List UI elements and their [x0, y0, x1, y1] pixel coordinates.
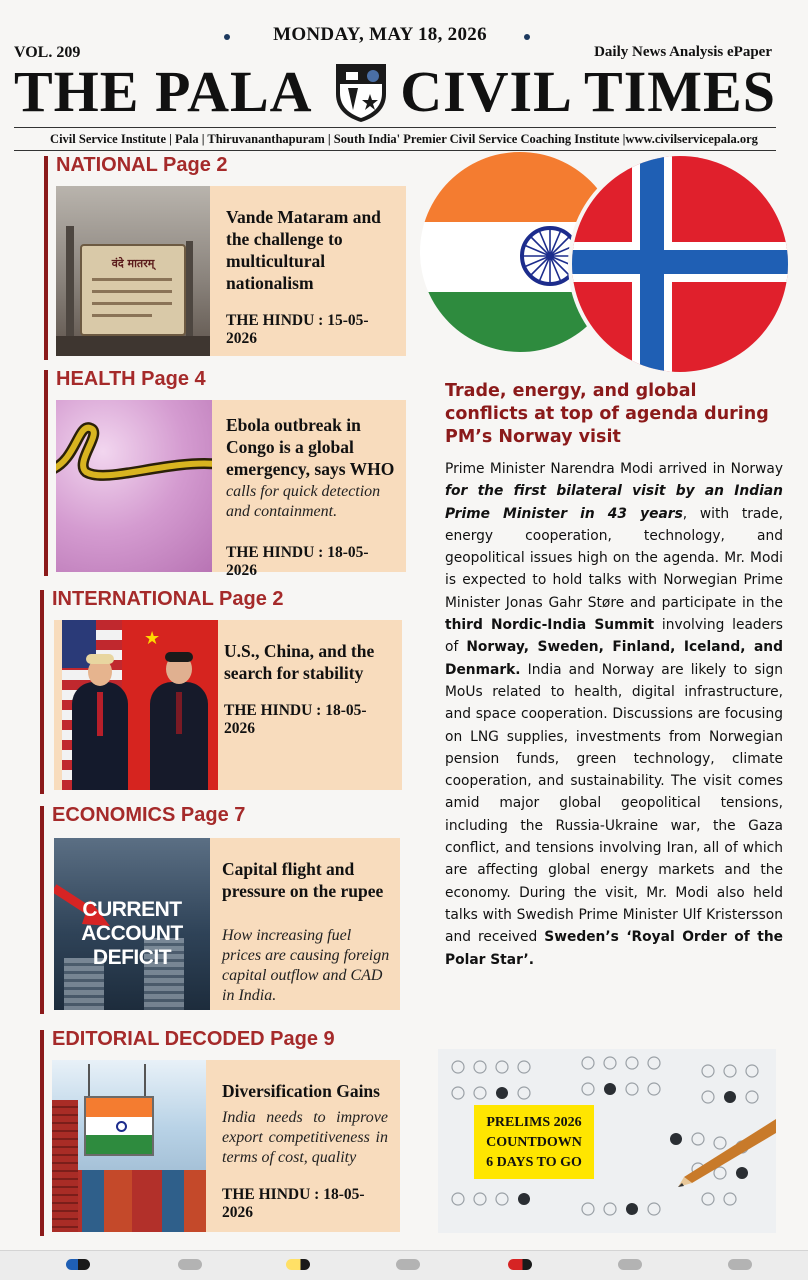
- article-emphasis: for the first bilateral visit by an Indian Prime Minister in 43 years: [445, 483, 783, 522]
- section-economics: [40, 806, 406, 1014]
- footer-indicator: [286, 1259, 310, 1270]
- article-body: [445, 458, 783, 971]
- story-text: [226, 414, 398, 580]
- story-card[interactable]: [54, 620, 402, 790]
- section-national: [44, 156, 406, 360]
- shipping-container-image: [52, 1060, 206, 1232]
- story-source: THE HINDU : 18-05-2026: [226, 544, 369, 579]
- current-account-deficit-image: [54, 838, 210, 1010]
- section-health: [44, 368, 406, 579]
- story-text: [222, 858, 394, 1006]
- story-headline: Diversification Gains: [222, 1081, 380, 1101]
- section-bar: [44, 156, 48, 360]
- countdown-line-1: PRELIMS 2026: [486, 1115, 582, 1130]
- section-title: ECONOMICS Page 7: [52, 804, 246, 826]
- footer-indicator: [396, 1259, 420, 1270]
- section-title: HEALTH Page 4: [56, 368, 206, 390]
- leaders-meeting-image: ★: [62, 620, 218, 790]
- section-bar: [40, 590, 44, 794]
- header-rule-top: [14, 127, 776, 128]
- india-container-image: [84, 1096, 154, 1156]
- prelims-countdown-banner[interactable]: [438, 1049, 776, 1233]
- footer-indicator: [508, 1259, 532, 1270]
- story-text: [222, 1080, 388, 1222]
- footer-indicator: [618, 1259, 642, 1270]
- footer-indicator: [178, 1259, 202, 1270]
- cad-line-2: ACCOUNT: [81, 922, 183, 945]
- story-summary: calls for quick detection and containment.: [226, 483, 381, 520]
- institute-tagline: Civil Service Institute | Pala | Thiruvananthapuram | South India' Premier Civil Service Coaching Institute |www.civilservicepala.org: [50, 132, 758, 146]
- section-editorial: [40, 1030, 406, 1236]
- section-title: EDITORIAL DECODED Page 9: [52, 1028, 335, 1050]
- header-rule-bottom: [14, 150, 776, 151]
- cad-line-3: DEFICIT: [92, 946, 172, 969]
- volume-number: VOL. 209: [14, 44, 81, 61]
- epaper-label: Daily News Analysis ePaper: [594, 44, 772, 60]
- story-text: [226, 206, 398, 348]
- article-emphasis: Sweden’s ‘Royal Order of the Polar Star’.: [445, 929, 783, 968]
- story-source: THE HINDU : 18-05-2026: [222, 1186, 365, 1221]
- article-emphasis: Norway, Sweden, Finland, Iceland, and Denmark.: [445, 639, 783, 678]
- institute-crest-icon: [330, 60, 392, 124]
- story-headline: U.S., China, and the search for stability: [224, 641, 375, 683]
- cad-line-1: CURRENT: [82, 898, 182, 921]
- page-footer-strip: [0, 1250, 808, 1280]
- story-summary: India needs to improve export competitiveness in terms of cost, quality: [222, 1109, 388, 1166]
- story-source: THE HINDU : 18-05-2026: [224, 702, 367, 737]
- story-card[interactable]: [52, 1060, 400, 1232]
- vande-mataram-text: वंदे मातरम्: [111, 257, 155, 270]
- story-card[interactable]: [56, 400, 406, 579]
- article-title: Trade, energy, and global conflicts at top of agenda during PM’s Norway visit: [445, 381, 769, 447]
- virus-strand-icon: [56, 400, 212, 572]
- story-card[interactable]: [56, 186, 406, 356]
- masthead: [14, 60, 776, 124]
- section-bar: [44, 370, 48, 576]
- countdown-label: [474, 1105, 594, 1179]
- article-text: , with trade, energy cooperation, technology, and geopolitical issues high on the agenda. Mr. Modi is expected to hold talks with Norwegian Prime Minister Jonas Gahr Støre and participate in the: [445, 505, 783, 611]
- article-text: involving leaders of: [445, 617, 783, 656]
- masthead-title-right: CIVIL TIMES: [400, 59, 776, 124]
- article-emphasis: third Nordic-India Summit: [445, 617, 655, 634]
- section-title: INTERNATIONAL Page 2: [52, 588, 284, 610]
- countdown-line-3: 6 DAYS TO GO: [486, 1155, 582, 1170]
- issue-date: MONDAY, MAY 18, 2026: [273, 24, 487, 45]
- section-title: NATIONAL Page 2: [56, 154, 228, 176]
- footer-indicator: [66, 1259, 90, 1270]
- vande-mataram-image: [56, 186, 210, 356]
- footer-indicator: [728, 1259, 752, 1270]
- story-text: [224, 640, 396, 738]
- story-headline: Capital flight and pressure on the rupee: [222, 859, 384, 901]
- story-source: THE HINDU : 15-05-2026: [226, 312, 369, 347]
- story-headline: Ebola outbreak in Congo is a global emergency, says WHO: [226, 415, 395, 479]
- story-summary: How increasing fuel prices are causing foreign capital outflow and CAD in India.: [222, 927, 390, 1004]
- countdown-line-2: COUNTDOWN: [486, 1135, 582, 1150]
- section-bar: [40, 1030, 44, 1236]
- section-international: [40, 590, 406, 794]
- ebola-virus-image: [56, 400, 212, 572]
- article-text: Prime Minister Narendra Modi arrived in Norway: [445, 461, 783, 477]
- article-text: India and Norway are likely to sign MoUs related to health, digital infrastructure, and space cooperation. Discussions are focusing on LNG supplies, investments from Norwegian pension funds, green technology, climate cooperation, and sustainability. The visit comes amid major global geopolitical tensions, including the Russia-Ukraine war, the Gaza conflict, and tensions involving Iran, all of which are affecting global energy markets and the economy. During the visit, Mr. Modi also held talks with Swedish Prime Minister Ulf Kristersson and received: [445, 661, 783, 946]
- story-headline: Vande Mataram and the challenge to multicultural nationalism: [226, 207, 381, 293]
- norway-flag-circle: [568, 152, 792, 376]
- masthead-title-left: THE PALA: [14, 59, 313, 124]
- story-card[interactable]: [54, 838, 400, 1010]
- section-bar: [40, 806, 44, 1014]
